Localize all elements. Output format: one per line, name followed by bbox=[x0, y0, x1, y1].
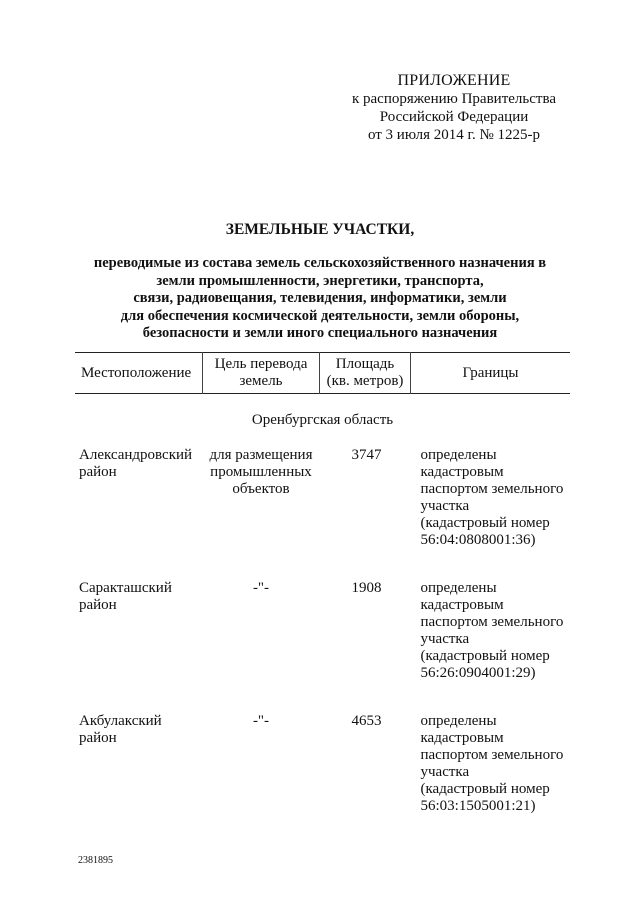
location-line: Акбулакский bbox=[79, 713, 162, 729]
boundaries-line: 56:03:1505001:21) bbox=[420, 798, 536, 814]
cell-boundaries bbox=[411, 580, 571, 713]
document-number: 2381895 bbox=[78, 855, 113, 866]
appendix-block bbox=[330, 72, 578, 144]
boundaries-line: участка bbox=[420, 631, 470, 647]
land-plots-table bbox=[75, 352, 570, 846]
boundaries-line: определены кадастровым bbox=[420, 580, 504, 613]
subtitle-line-3: связи, радиовещания, телевидения, информатики, земли bbox=[133, 290, 507, 306]
purpose-line: промышленных bbox=[210, 464, 312, 480]
cell-purpose bbox=[203, 447, 320, 580]
boundaries-line: 56:26:0904001:29) bbox=[420, 665, 536, 681]
header-purpose bbox=[203, 353, 320, 394]
subtitle-line-2: земли промышленности, энергетики, транспорта, bbox=[156, 272, 484, 289]
cell-location bbox=[75, 580, 203, 713]
header-boundaries: Границы bbox=[411, 353, 571, 394]
cell-boundaries bbox=[411, 447, 571, 580]
header-purpose-line-2: земель bbox=[239, 373, 283, 389]
appendix-line-2: Российской Федерации bbox=[379, 109, 529, 125]
header-area-line-1: Площадь bbox=[335, 356, 395, 372]
subtitle-line-4: для обеспечения космической деятельности, земли обороны, bbox=[120, 307, 520, 324]
purpose-line: -"- bbox=[252, 580, 270, 596]
document-title bbox=[60, 220, 580, 343]
subtitle-line-1: переводимые из состава земель сельскохозяйственного назначения в bbox=[93, 255, 547, 271]
boundaries-line: паспортом земельного bbox=[420, 614, 564, 630]
table-row bbox=[75, 580, 570, 713]
location-line: район bbox=[79, 597, 117, 613]
cell-location bbox=[75, 447, 203, 580]
boundaries-line: (кадастровый номер bbox=[420, 648, 550, 664]
cell-purpose bbox=[203, 713, 320, 846]
location-line: район bbox=[79, 730, 117, 746]
header-location: Местоположение bbox=[81, 364, 192, 381]
table-row bbox=[75, 447, 570, 580]
table-header-row bbox=[75, 353, 570, 394]
boundaries-line: (кадастровый номер bbox=[420, 781, 550, 797]
cell-purpose bbox=[203, 580, 320, 713]
purpose-line: объектов bbox=[232, 481, 290, 497]
cell-location bbox=[75, 713, 203, 846]
appendix-line-1: к распоряжению Правительства bbox=[351, 91, 556, 107]
purpose-line: -"- bbox=[252, 713, 270, 729]
boundaries-line: участка bbox=[420, 498, 470, 514]
region-row bbox=[75, 394, 570, 448]
header-purpose-line-1: Цель перевода bbox=[214, 356, 308, 372]
boundaries-line: определены кадастровым bbox=[420, 447, 504, 480]
cell-boundaries bbox=[411, 713, 571, 846]
location-line: Саракташский bbox=[79, 580, 172, 596]
location-line: Александровский bbox=[79, 447, 193, 463]
boundaries-line: участка bbox=[420, 764, 470, 780]
subtitle-line-5: безопасности и земли иного специального назначения bbox=[142, 325, 498, 341]
cell-area: 3747 bbox=[351, 447, 382, 463]
boundaries-line: 56:04:0808001:36) bbox=[420, 532, 536, 548]
region-name: Оренбургская область bbox=[251, 412, 394, 428]
cell-area: 1908 bbox=[351, 580, 382, 596]
appendix-heading: ПРИЛОЖЕНИЕ bbox=[397, 72, 511, 89]
cell-area: 4653 bbox=[351, 713, 382, 729]
boundaries-line: (кадастровый номер bbox=[420, 515, 550, 531]
boundaries-line: определены кадастровым bbox=[420, 713, 504, 746]
table-row bbox=[75, 713, 570, 846]
header-area-line-2: (кв. метров) bbox=[326, 373, 404, 389]
boundaries-line: паспортом земельного bbox=[420, 481, 564, 497]
boundaries-line: паспортом земельного bbox=[420, 747, 564, 763]
location-line: район bbox=[79, 464, 117, 480]
header-area bbox=[320, 353, 411, 394]
appendix-line-3: от 3 июля 2014 г. № 1225-р bbox=[367, 127, 541, 143]
title-main: ЗЕМЕЛЬНЫЕ УЧАСТКИ, bbox=[225, 221, 415, 238]
purpose-line: для размещения bbox=[209, 447, 313, 463]
